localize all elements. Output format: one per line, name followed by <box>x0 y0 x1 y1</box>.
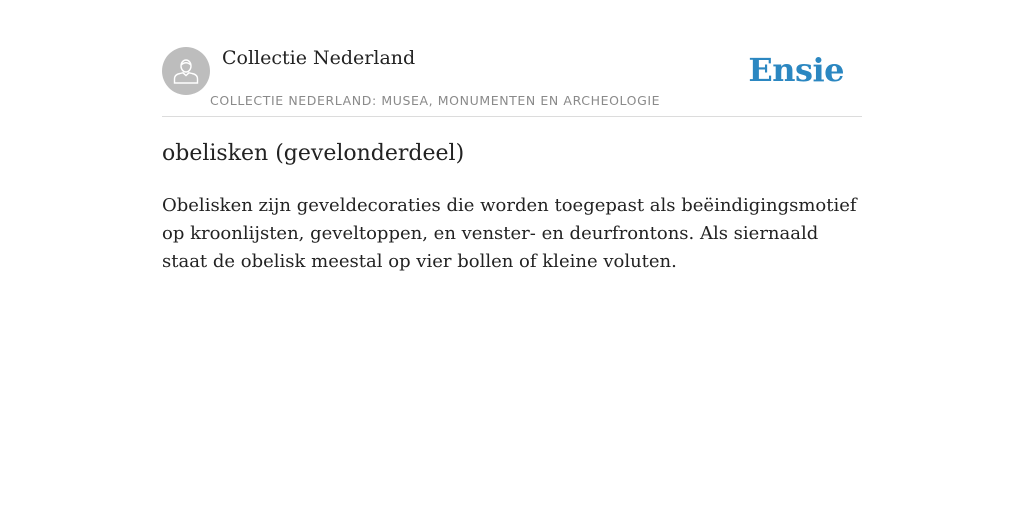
page-title: obelisken (gevelonderdeel) <box>162 141 465 166</box>
author-subtitle: COLLECTIE NEDERLAND: MUSEA, MONUMENTEN EN ARCHEOLOGIE <box>210 93 661 108</box>
author-header <box>162 0 862 117</box>
author-name[interactable]: Collectie Nederland <box>222 47 416 69</box>
avatar[interactable] <box>162 47 210 95</box>
user-placeholder-icon <box>171 56 201 86</box>
article-body: Obelisken zijn geveldecoraties die worden toegepast als beëindigingsmotief op kroonlijsten, geveltoppen, en venster- en deurfrontons. Als siernaald staat de obelisk meestal op vier bollen of kleine voluten. <box>162 195 857 272</box>
ensie-logo[interactable]: Ensie <box>748 51 844 89</box>
page-container <box>162 0 862 272</box>
